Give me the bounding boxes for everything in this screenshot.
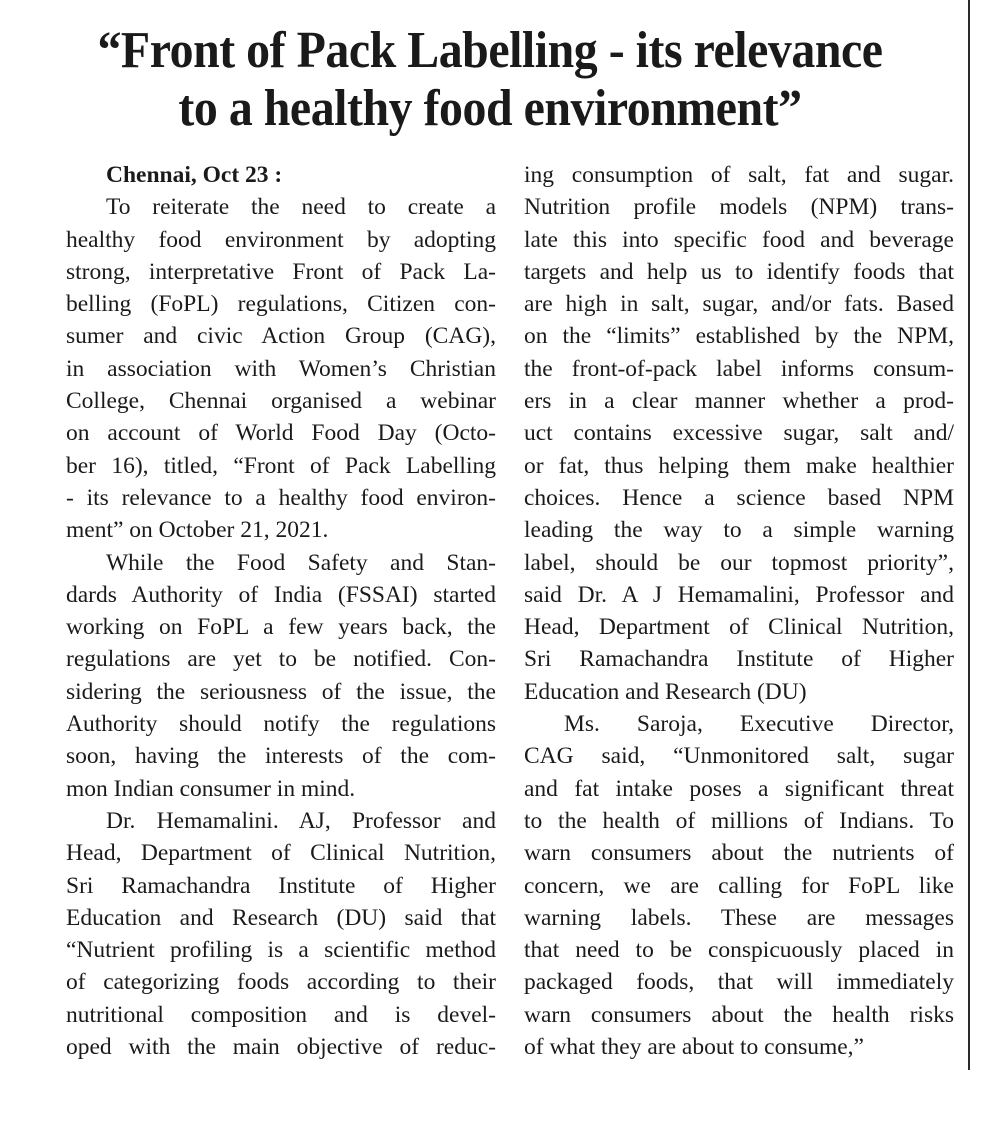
text-line: Head, Department of Clinical Nutrition,: [524, 614, 954, 641]
text-line: Dr. Hemamalini. AJ, Professor and: [106, 807, 496, 834]
text-line: and fat intake poses a significant threat: [524, 775, 954, 802]
text-line: concern, we are calling for FoPL like: [524, 872, 954, 899]
text-line: of categorizing foods according to their: [66, 969, 496, 996]
text-line: said Dr. A J Hemamalini, Professor and: [524, 581, 954, 608]
column-rule: [968, 0, 970, 1070]
text-line: ing consumption of salt, fat and sugar.: [524, 162, 954, 188]
dateline: Chennai, Oct 23 :: [106, 162, 283, 188]
text-line: While the Food Safety and Stan-: [106, 549, 496, 576]
text-line: regulations are yet to be notified. Con-: [66, 646, 496, 673]
headline: [58, 22, 923, 138]
text-line: - its relevance to a healthy food environ-: [66, 484, 496, 511]
right-column-body: [524, 159, 954, 1063]
text-line: To reiterate the need to create a: [106, 194, 496, 221]
text-line: “Nutrient profiling is a scientific method: [66, 937, 496, 964]
text-line: sidering the seriousness of the issue, the: [66, 678, 496, 705]
text-line: that need to be conspicuously placed in: [524, 937, 954, 964]
text-line: ment” on October 21, 2021.: [66, 517, 329, 544]
text-line: Head, Department of Clinical Nutrition,: [66, 840, 496, 867]
text-line: label, should be our topmost priority”,: [524, 549, 954, 576]
text-line: on the “limits” established by the NPM,: [524, 323, 954, 350]
text-line: healthy food environment by adopting: [66, 226, 496, 253]
text-line: of what they are about to consume,”: [524, 1034, 864, 1061]
text-line: sumer and civic Action Group (CAG),: [66, 323, 496, 350]
text-line: Education and Research (DU) said that: [66, 904, 496, 931]
text-line: CAG said, “Unmonitored salt, sugar: [524, 743, 954, 770]
text-line: are high in salt, sugar, and/or fats. Based: [524, 291, 954, 318]
text-line: soon, having the interests of the com-: [66, 743, 496, 770]
headline-line-1: “Front of Pack Labelling - its relevance: [97, 22, 883, 79]
text-line: strong, interpretative Front of Pack La-: [66, 258, 496, 285]
text-line: oped with the main objective of reduc-: [66, 1034, 496, 1061]
right-column: [524, 159, 954, 1063]
text-line: warn consumers about the nutrients of: [524, 840, 954, 867]
text-line: nutritional composition and is devel-: [66, 1001, 496, 1028]
text-line: belling (FoPL) regulations, Citizen con-: [66, 291, 496, 318]
text-line: ers in a clear manner whether a prod-: [524, 388, 954, 415]
text-line: Education and Research (DU): [524, 678, 807, 705]
text-line: in association with Women’s Christian: [66, 355, 496, 382]
text-line: late this into specific food and beverage: [524, 226, 954, 253]
text-line: College, Chennai organised a webinar: [66, 388, 496, 415]
left-column: [66, 159, 496, 1063]
text-line: the front-of-pack label informs consum-: [524, 355, 954, 382]
text-line: to the health of millions of Indians. To: [524, 807, 954, 834]
text-line: targets and help us to identify foods that: [524, 258, 954, 285]
text-line: mon Indian consumer in mind.: [66, 775, 356, 802]
text-line: on account of World Food Day (Octo-: [66, 420, 496, 447]
text-line: working on FoPL a few years back, the: [66, 614, 496, 641]
text-line: uct contains excessive sugar, salt and/: [524, 420, 954, 447]
text-line: choices. Hence a science based NPM: [524, 484, 954, 511]
text-line: Ms. Saroja, Executive Director,: [564, 711, 954, 738]
text-line: Sri Ramachandra Institute of Higher: [524, 646, 954, 673]
text-line: ber 16), titled, “Front of Pack Labelling: [66, 452, 496, 479]
text-line: Authority should notify the regulations: [66, 711, 496, 738]
text-line: Sri Ramachandra Institute of Higher: [66, 872, 496, 899]
headline-line-2: to a healthy food environment”: [178, 80, 802, 137]
text-line: or fat, thus helping them make healthier: [524, 452, 954, 479]
text-line: warn consumers about the health risks: [524, 1001, 954, 1028]
text-line: dards Authority of India (FSSAI) started: [66, 581, 496, 608]
text-line: Nutrition profile models (NPM) trans-: [524, 194, 954, 221]
text-line: warning labels. These are messages: [524, 904, 954, 931]
text-line: leading the way to a simple warning: [524, 517, 954, 544]
left-column-body: [66, 191, 496, 1063]
text-line: packaged foods, that will immediately: [524, 969, 954, 996]
